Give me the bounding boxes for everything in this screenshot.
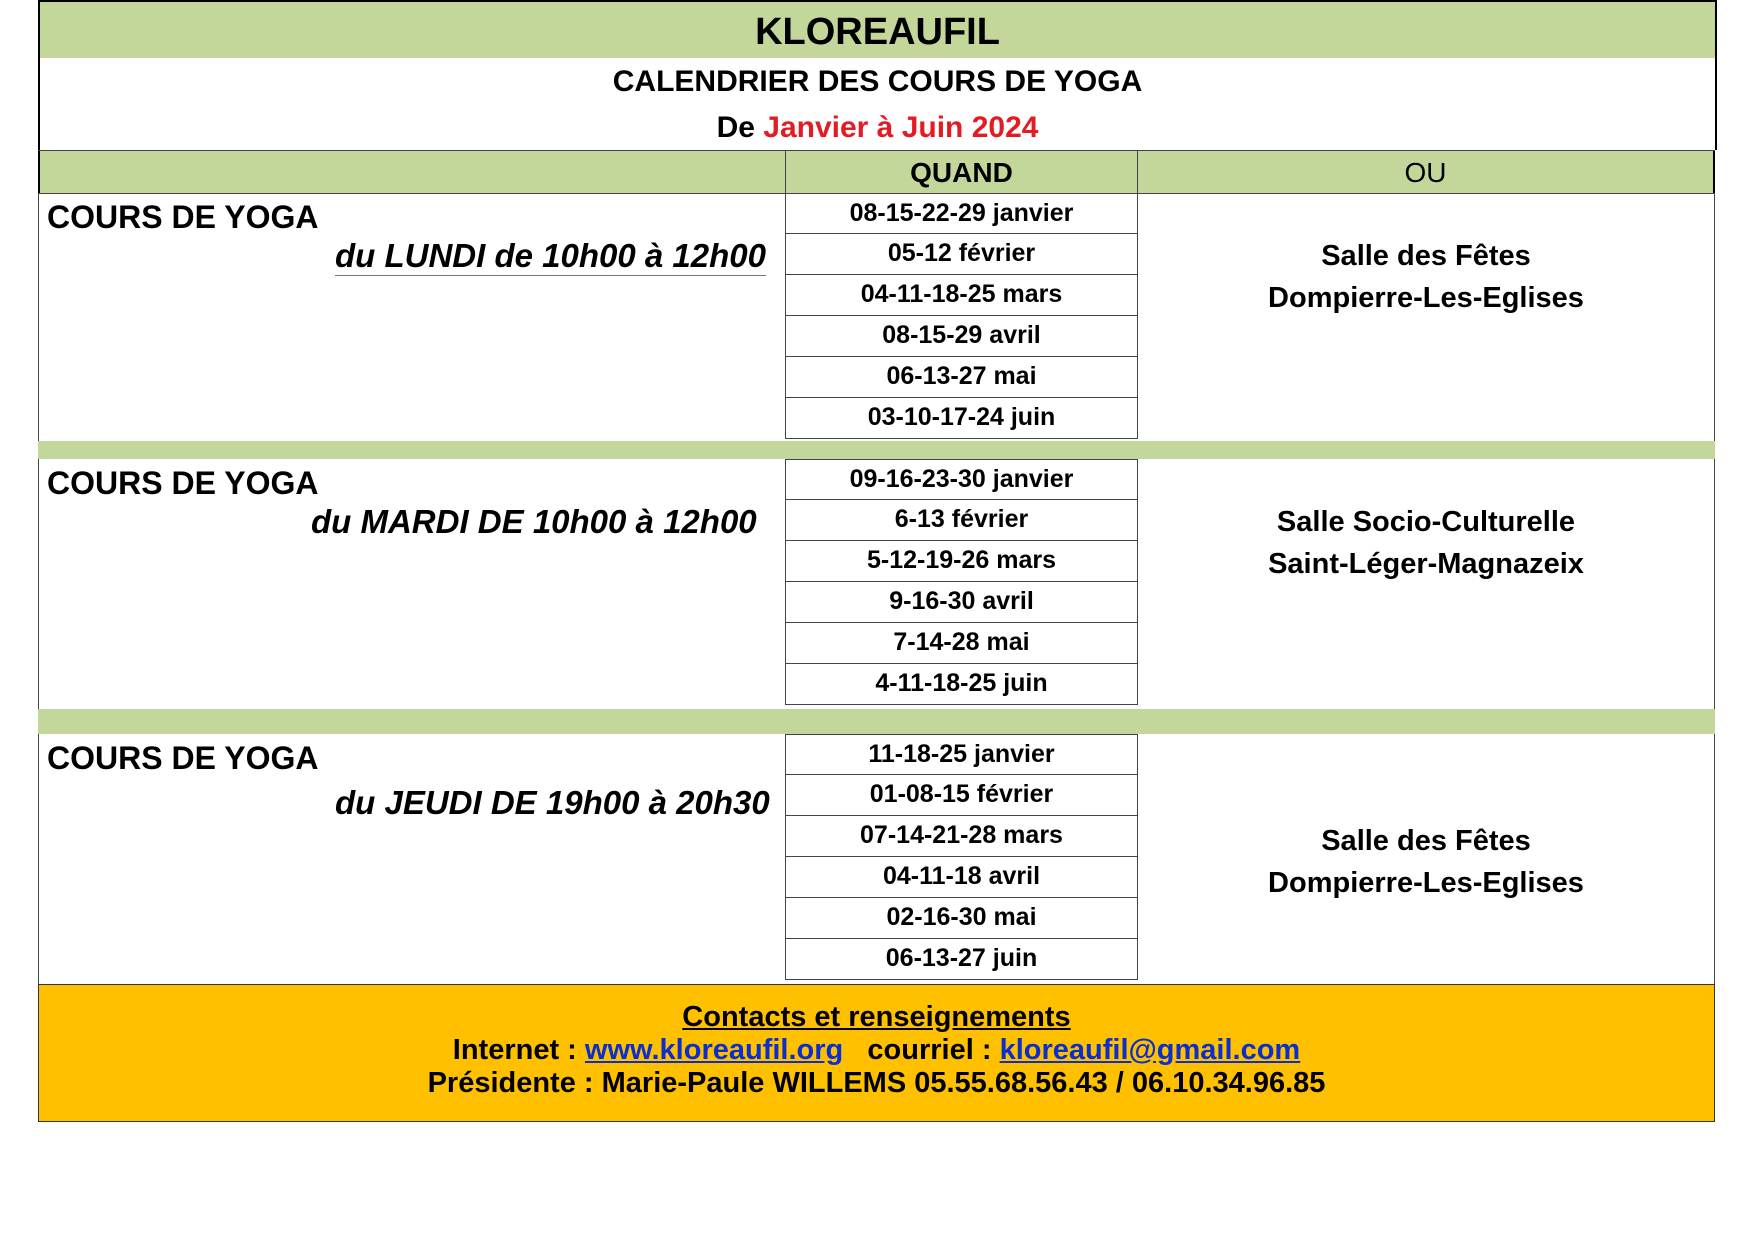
date-list xyxy=(785,459,1138,705)
table-header-row xyxy=(38,150,1715,194)
date-cell: 06-13-27 mai xyxy=(785,357,1138,398)
course-info-cell xyxy=(38,459,785,709)
date-cell: 9-16-30 avril xyxy=(785,582,1138,623)
course-block-tuesday xyxy=(38,459,1715,709)
course-info-cell xyxy=(38,734,785,984)
location-line-1: Salle des Fêtes xyxy=(1321,240,1531,272)
date-cell: 04-11-18-25 mars xyxy=(785,275,1138,316)
date-cell: 09-16-23-30 janvier xyxy=(785,459,1138,500)
location-line-1: Salle Socio-Culturelle xyxy=(1276,506,1576,538)
org-title: KLOREAUFIL xyxy=(38,0,1717,58)
header-where: OU xyxy=(1138,151,1715,193)
location-cell xyxy=(1138,734,1715,984)
location-line-2: Saint-Léger-Magnazeix xyxy=(1268,548,1584,580)
date-list xyxy=(785,734,1138,980)
location-cell xyxy=(1138,193,1715,441)
course-schedule: du MARDI DE 10h00 à 12h00 xyxy=(311,503,757,540)
date-cell: 05-12 février xyxy=(785,234,1138,275)
contact-footer xyxy=(38,984,1715,1122)
date-cell: 07-14-21-28 mars xyxy=(785,816,1138,857)
date-cell: 08-15-29 avril xyxy=(785,316,1138,357)
course-title: COURS DE YOGA xyxy=(47,465,319,501)
header-blank-cell xyxy=(38,151,785,193)
course-block-thursday xyxy=(38,734,1715,984)
period-range: Janvier à Juin 2024 xyxy=(763,111,1039,144)
course-title: COURS DE YOGA xyxy=(47,199,319,235)
date-cell: 03-10-17-24 juin xyxy=(785,398,1138,439)
date-cell: 06-13-27 juin xyxy=(785,939,1138,980)
contact-line-web xyxy=(39,1034,1714,1067)
course-title: COURS DE YOGA xyxy=(47,740,319,776)
email-label: courriel : xyxy=(867,1034,992,1066)
contact-heading: Contacts et renseignements xyxy=(682,1001,1071,1033)
date-cell: 11-18-25 janvier xyxy=(785,734,1138,775)
header-when: QUAND xyxy=(785,151,1138,193)
website-link[interactable]: www.kloreaufil.org xyxy=(584,1034,844,1066)
calendar-subtitle: CALENDRIER DES COURS DE YOGA xyxy=(612,65,1143,98)
date-cell: 6-13 février xyxy=(785,500,1138,541)
period-line xyxy=(40,106,1715,150)
location-cell xyxy=(1138,459,1715,709)
location-line-2: Dompierre-Les-Eglises xyxy=(1268,282,1584,314)
green-separator xyxy=(38,441,1715,459)
date-list xyxy=(785,193,1138,439)
subtitle-box xyxy=(38,58,1717,150)
course-schedule: du JEUDI DE 19h00 à 20h30 xyxy=(335,784,770,821)
period-prefix: De xyxy=(716,111,755,144)
date-cell: 01-08-15 février xyxy=(785,775,1138,816)
course-block-monday xyxy=(38,193,1715,441)
location-line-2: Dompierre-Les-Eglises xyxy=(1268,867,1584,899)
date-cell: 4-11-18-25 juin xyxy=(785,664,1138,705)
date-cell: 7-14-28 mai xyxy=(785,623,1138,664)
date-cell: 5-12-19-26 mars xyxy=(785,541,1138,582)
date-cell: 08-15-22-29 janvier xyxy=(785,193,1138,234)
date-cell: 02-16-30 mai xyxy=(785,898,1138,939)
date-cell: 04-11-18 avril xyxy=(785,857,1138,898)
location-line-1: Salle des Fêtes xyxy=(1321,825,1531,857)
email-link[interactable]: kloreaufil@gmail.com xyxy=(999,1034,1301,1066)
president-line: Présidente : Marie-Paule WILLEMS 05.55.68.56.43 / 06.10.34.96.85 xyxy=(427,1067,1326,1099)
green-separator xyxy=(38,709,1715,734)
course-info-cell xyxy=(38,193,785,441)
course-schedule: du LUNDI de 10h00 à 12h00 xyxy=(335,237,766,274)
internet-label: Internet : xyxy=(452,1034,577,1066)
